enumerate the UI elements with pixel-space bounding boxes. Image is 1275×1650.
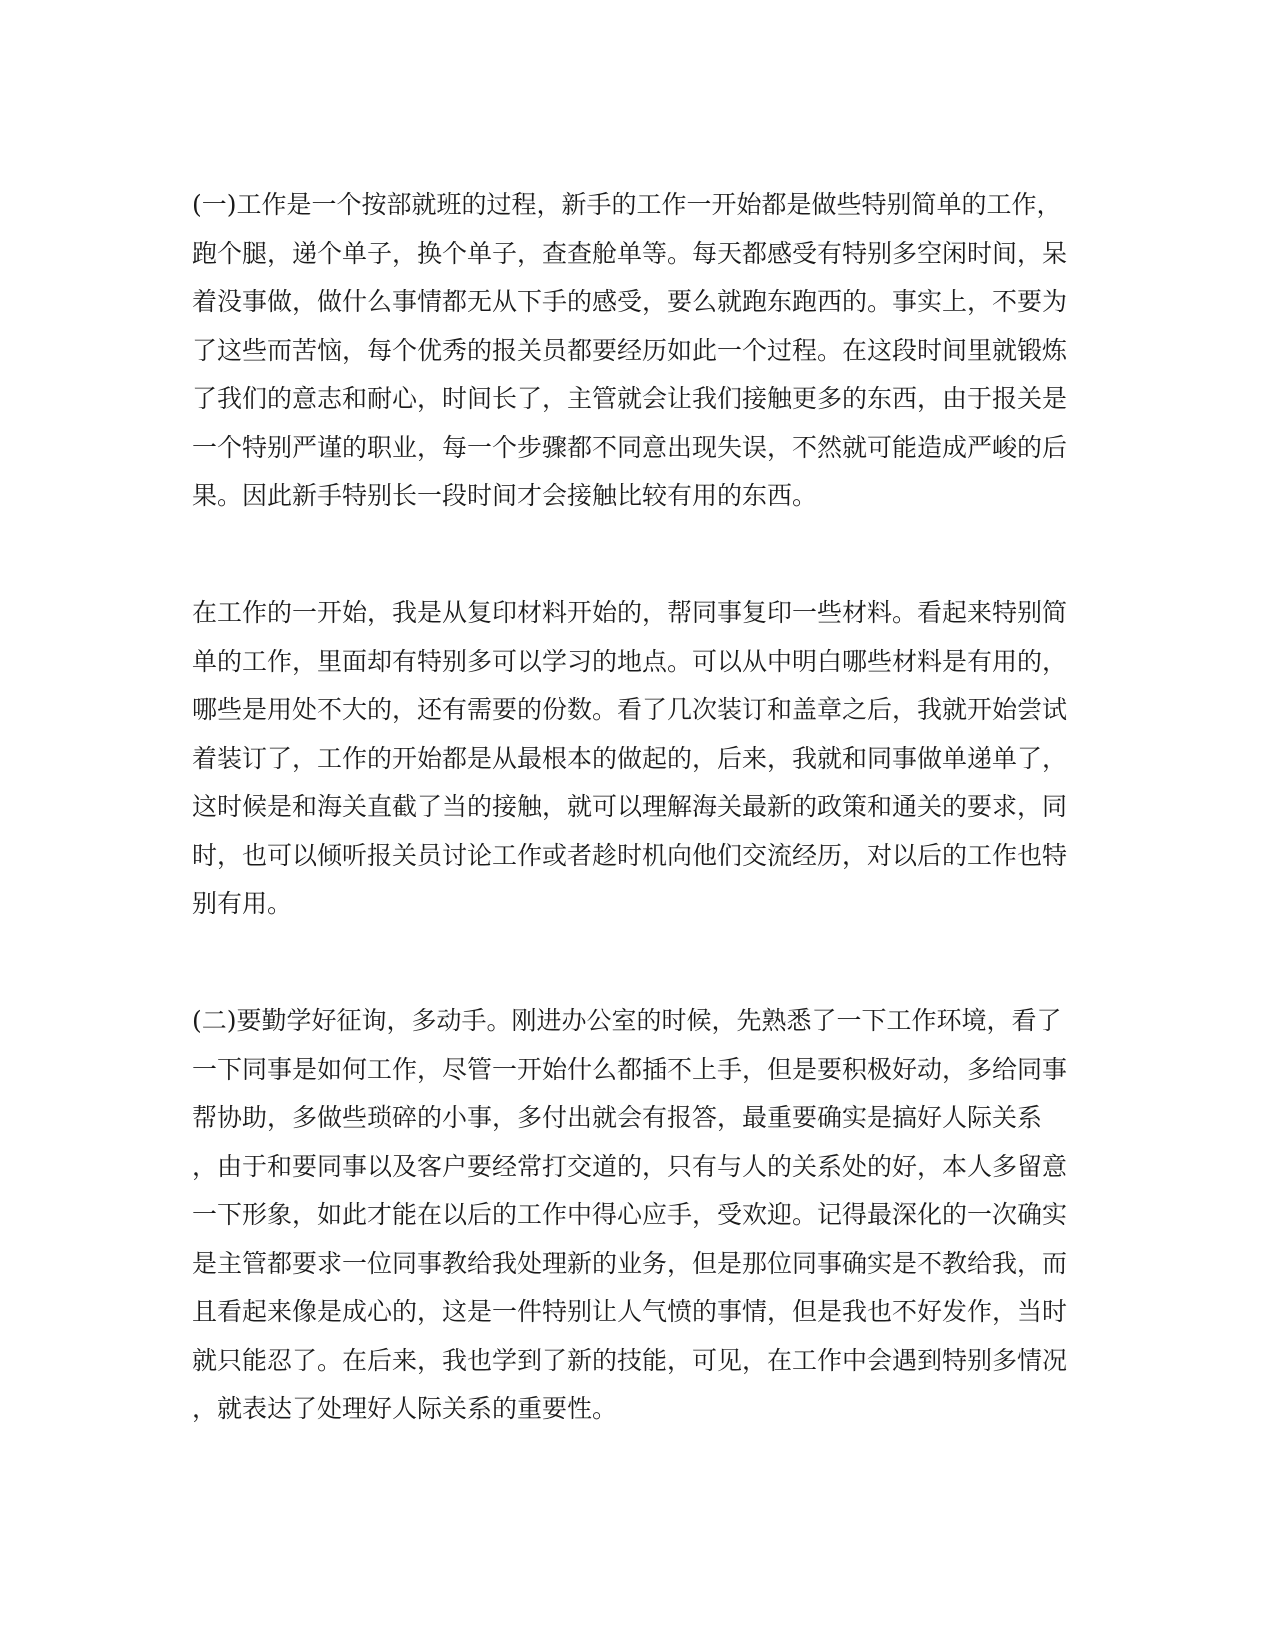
- text-line: ，就表达了处理好人际关系的重要性。: [192, 1394, 618, 1423]
- text-line: 且看起来像是成心的，这是一件特别让人气愤的事情，但是我也不好发作，当时: [192, 1297, 1068, 1326]
- text-line: 哪些是用处不大的，还有需要的份数。看了几次装订和盖章之后，我就开始尝试: [192, 695, 1068, 724]
- text-line: 一下形象，如此才能在以后的工作中得心应手，受欢迎。记得最深化的一次确实: [192, 1200, 1068, 1229]
- text-line: 是主管都要求一位同事教给我处理新的业务，但是那位同事确实是不教给我，而: [192, 1248, 1068, 1278]
- text-line: 跑个腿，递个单子，换个单子，查查舱单等。每天都感受有特别多空闲时间，呆: [192, 238, 1068, 268]
- text-line: 了这些而苦恼，每个优秀的报关员都要经历如此一个过程。在这段时间里就锻炼: [192, 335, 1068, 365]
- text-line: 单的工作，里面却有特别多可以学习的地点。可以从中明白哪些材料是有用的，: [192, 646, 1068, 676]
- text-line: 果。因此新手特别长一段时间才会接触比较有用的东西。: [192, 481, 818, 510]
- text-line: 了我们的意志和耐心，时间长了，主管就会让我们接触更多的东西，由于报关是: [192, 384, 1068, 413]
- paragraph-1: [192, 181, 1092, 521]
- text-line: 这时候是和海关直截了当的接触，就可以理解海关最新的政策和通关的要求，同: [192, 792, 1068, 821]
- text-line: 一下同事是如何工作，尽管一开始什么都插不上手，但是要积极好动，多给同事: [192, 1054, 1068, 1084]
- text-line: 帮协助，多做些琐碎的小事，多付出就会有报答，最重要确实是搞好人际关系: [192, 1103, 1043, 1132]
- text-line: 着装订了，工作的开始都是从最根本的做起的，后来，我就和同事做单递单了，: [192, 743, 1068, 773]
- text-line: 时，也可以倾听报关员讨论工作或者趁时机向他们交流经历，对以后的工作也特: [192, 840, 1068, 870]
- text-line: (一)工作是一个按部就班的过程，新手的工作一开始都是做些特别简单的工作，: [192, 190, 1062, 219]
- text-line: (二)要勤学好征询，多动手。刚进办公室的时候，先熟悉了一下工作环境，看了: [192, 1006, 1062, 1035]
- text-line: 别有用。: [192, 889, 293, 918]
- text-line: 在工作的一开始，我是从复印材料开始的，帮同事复印一些材料。看起来特别简: [192, 598, 1068, 627]
- paragraph-3: [192, 997, 1092, 1434]
- text-line: 一个特别严谨的职业，每一个步骤都不同意出现失误，不然就可能造成严峻的后: [192, 432, 1068, 462]
- paragraph-2: [192, 589, 1092, 929]
- text-line: 就只能忍了。在后来，我也学到了新的技能，可见，在工作中会遇到特别多情况: [192, 1345, 1068, 1375]
- text-line: 着没事做，做什么事情都无从下手的感受，要么就跑东跑西的。事实上，不要为: [192, 287, 1068, 316]
- text-line: ，由于和要同事以及客户要经常打交道的，只有与人的关系处的好，本人多留意: [192, 1151, 1068, 1181]
